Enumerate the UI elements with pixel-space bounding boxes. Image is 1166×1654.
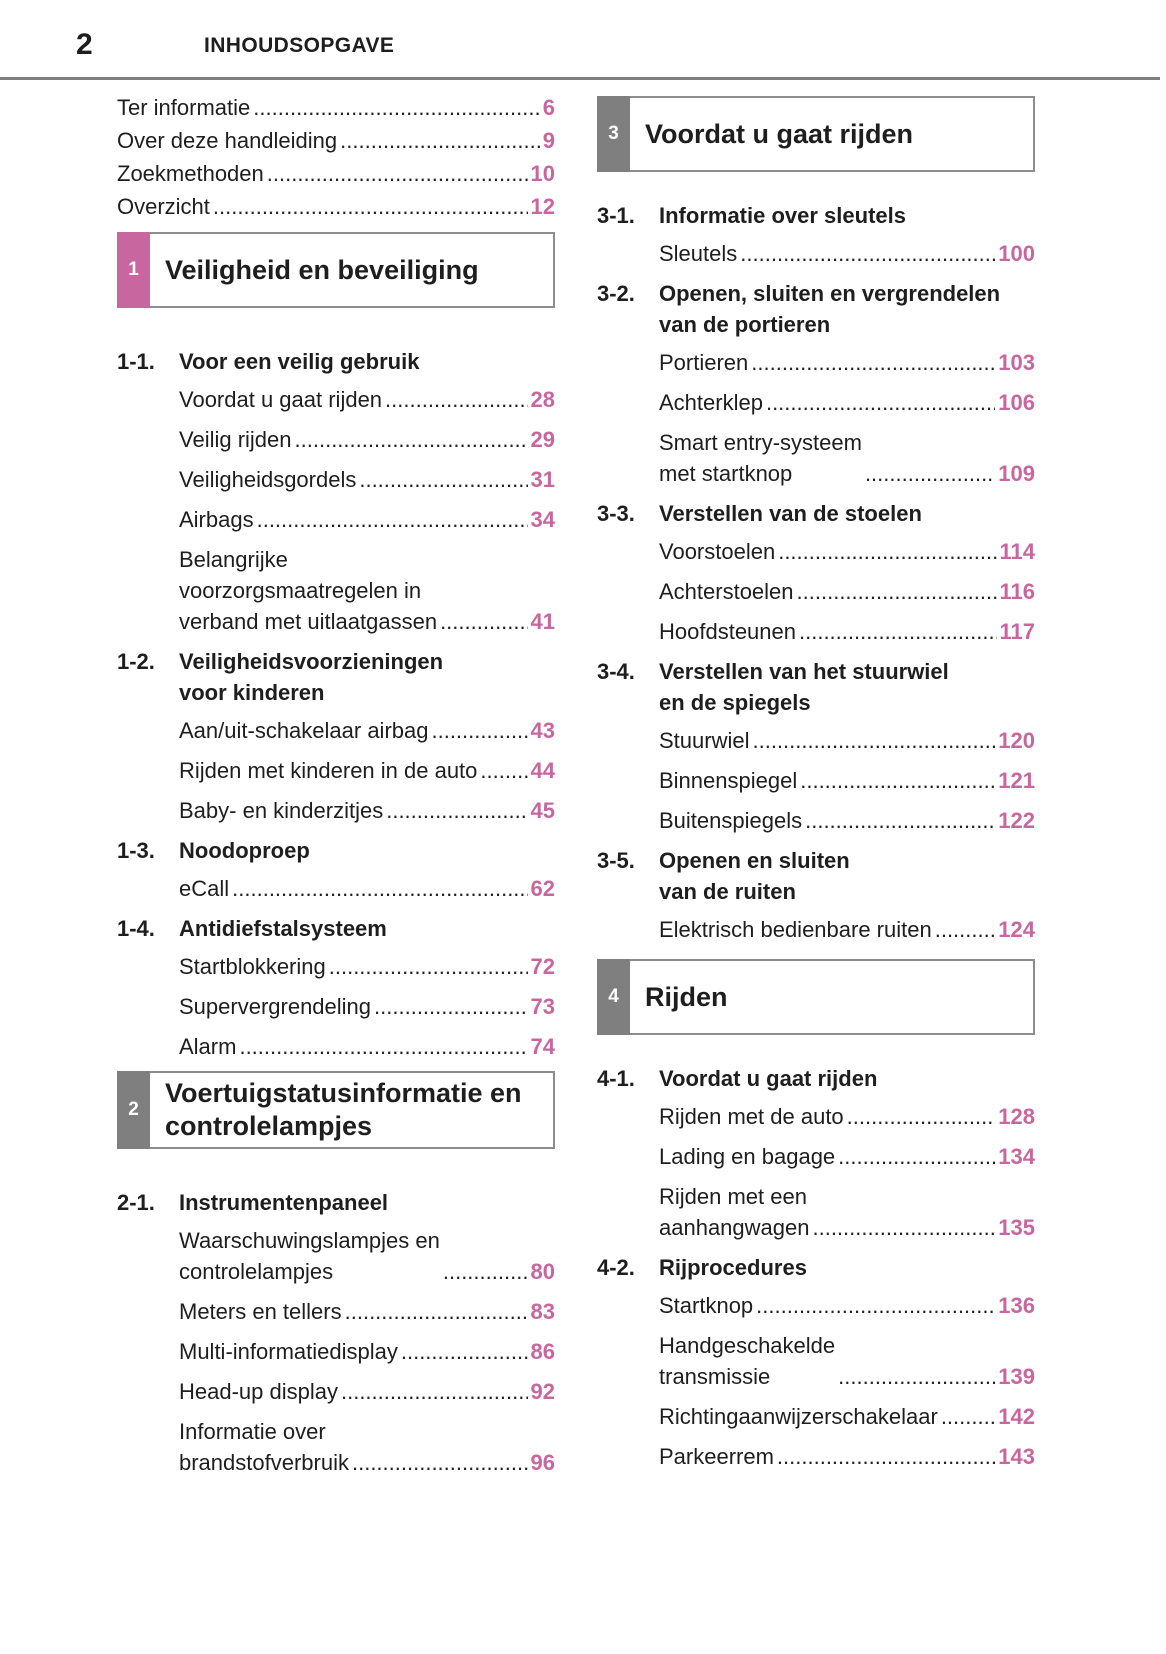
toc-entry[interactable] [179, 1416, 555, 1478]
toc-entry[interactable] [659, 616, 1035, 647]
entry-title: Over deze handleiding [117, 128, 338, 153]
entry-page-number: 12 [530, 194, 555, 219]
section-header-box [117, 1071, 555, 1149]
page-header [0, 0, 1166, 82]
dot-leader [800, 765, 995, 796]
section-title: Voordat u gaat rijden [645, 118, 914, 149]
entry-page-number: 134 [998, 1144, 1035, 1169]
toc-entry[interactable] [659, 347, 1035, 378]
chapter-heading[interactable] [597, 278, 1035, 340]
entry-page-number: 28 [530, 387, 555, 412]
entry-title: Achterstoelen [659, 579, 794, 604]
dot-leader [740, 238, 995, 269]
entry-title: Veiligheidsgordels [179, 467, 357, 492]
chapter-number: 3-1. [597, 203, 635, 228]
chapter-number: 2-1. [117, 1190, 155, 1215]
toc-entry[interactable] [659, 1441, 1035, 1472]
toc-entry[interactable] [659, 1101, 1035, 1132]
toc-entry[interactable] [179, 1031, 555, 1062]
toc-entry[interactable] [659, 238, 1035, 269]
chapter-number: 1-2. [117, 649, 155, 674]
entry-title: Baby- en kinderzitjes [179, 798, 384, 823]
entry-title: Overzicht [117, 194, 210, 219]
chapter-heading[interactable] [117, 346, 555, 377]
entry-title: Lading en bagage [659, 1144, 836, 1169]
entry-page-number: 139 [998, 1364, 1035, 1389]
dot-leader [386, 795, 527, 826]
chapter-number: 3-3. [597, 501, 635, 526]
chapter-heading[interactable] [597, 656, 1035, 718]
entry-title: Voordat u gaat rijden [179, 387, 383, 412]
dot-leader [232, 873, 527, 904]
chapter-title: Antidiefstalsysteem [179, 916, 387, 941]
page-title: INHOUDSOPGAVE [204, 34, 395, 57]
entry-title: Ter informatie [117, 95, 251, 120]
section-title: Veiligheid en beveiliging [165, 254, 479, 285]
dot-leader [401, 1336, 528, 1367]
dot-leader [752, 725, 995, 756]
dot-leader [431, 715, 527, 746]
section-header-box [597, 959, 1035, 1035]
chapter-number: 1-1. [117, 349, 155, 374]
entry-page-number: 114 [999, 539, 1035, 564]
chapter-heading[interactable] [597, 1252, 1035, 1283]
entry-title: Alarm [179, 1034, 237, 1059]
toc-entry[interactable] [659, 914, 1035, 945]
dot-leader [805, 805, 995, 836]
toc-entry[interactable] [179, 755, 555, 786]
entry-page-number: 83 [530, 1299, 555, 1324]
entry-title: Rijden met een aanhangwagen [659, 1184, 810, 1240]
entry-title: Sleutels [659, 241, 738, 266]
entry-page-number: 106 [998, 390, 1035, 415]
entry-title: eCall [179, 876, 230, 901]
toc-entry[interactable] [659, 765, 1035, 796]
dot-leader [440, 606, 527, 637]
toc-entry[interactable] [179, 1225, 555, 1287]
entry-title: Portieren [659, 350, 749, 375]
toc-entry[interactable] [659, 1141, 1035, 1172]
toc-entry[interactable] [179, 873, 555, 904]
entry-page-number: 10 [530, 161, 555, 186]
toc-entry[interactable] [117, 158, 555, 189]
toc-entry[interactable] [179, 795, 555, 826]
entry-page-number: 109 [998, 461, 1035, 486]
section-4 [597, 959, 1035, 1472]
entry-title: Hoofdsteunen [659, 619, 796, 644]
entry-title: Aan/uit-schakelaar airbag [179, 718, 429, 743]
dot-leader [865, 458, 995, 489]
entry-page-number: 143 [998, 1444, 1035, 1469]
entry-title: Voorstoelen [659, 539, 776, 564]
toc-entry[interactable] [659, 536, 1035, 567]
entry-page-number: 136 [998, 1293, 1035, 1318]
entry-title: Belangrijke voorzorgsmaatregelen in verband met uitlaatgassen [179, 547, 438, 634]
toc-entry[interactable] [659, 1181, 1035, 1243]
section-number-tab: 2 [117, 1071, 150, 1149]
toc-entry[interactable] [117, 92, 555, 123]
dot-leader [253, 92, 539, 123]
toc-entry[interactable] [659, 725, 1035, 756]
section-number-tab: 1 [117, 232, 150, 308]
toc-entry[interactable] [659, 427, 1035, 489]
section-1 [117, 232, 555, 1062]
section-2 [117, 1071, 555, 1478]
entry-page-number: 34 [530, 507, 555, 532]
entry-title: Veilig rijden [179, 427, 292, 452]
chapter-number: 3-2. [597, 281, 635, 306]
entry-title: Smart entry-systeem met startknop [659, 430, 862, 486]
chapter-heading[interactable] [597, 200, 1035, 231]
chapter-title: Veiligheidsvoorzieningen voor kinderen [179, 649, 444, 705]
chapter-title: Openen en sluiten van de ruiten [659, 848, 850, 904]
entry-page-number: 62 [530, 876, 555, 901]
toc-entry[interactable] [659, 1401, 1035, 1432]
entry-page-number: 122 [998, 808, 1035, 833]
chapter-title: Voordat u gaat rijden [659, 1066, 878, 1091]
dot-leader [345, 1296, 528, 1327]
entry-title: Startknop [659, 1293, 754, 1318]
dot-leader [935, 914, 996, 945]
toc-entry[interactable] [179, 991, 555, 1022]
toc-entry[interactable] [659, 387, 1035, 418]
entry-page-number: 29 [530, 427, 555, 452]
chapter-number: 1-3. [117, 838, 155, 863]
entry-title: Elektrisch bedienbare ruiten [659, 917, 932, 942]
toc-entry[interactable] [117, 125, 555, 156]
chapter-title: Noodoproep [179, 838, 310, 863]
toc-right-column [597, 92, 1035, 1481]
chapter-heading[interactable] [117, 913, 555, 944]
dot-leader [352, 1447, 528, 1478]
entry-title: Richtingaanwijzerschakelaar [659, 1404, 938, 1429]
dot-leader [359, 464, 527, 495]
intro-list [117, 92, 555, 222]
chapter-number: 4-2. [597, 1255, 635, 1280]
dot-leader [385, 384, 527, 415]
chapter-heading[interactable] [117, 1187, 555, 1218]
section-number-tab: 3 [597, 96, 630, 172]
chapter-title: Rijprocedures [659, 1255, 807, 1280]
chapter-title: Informatie over sleutels [659, 203, 906, 228]
dot-leader [480, 755, 527, 786]
dot-leader [766, 387, 995, 418]
section-header-box [597, 96, 1035, 172]
section-header-box [117, 232, 555, 308]
toc-entry[interactable] [659, 576, 1035, 607]
entry-page-number: 74 [530, 1034, 555, 1059]
dot-leader [267, 158, 528, 189]
entry-title: Stuurwiel [659, 728, 750, 753]
entry-title: Achterklep [659, 390, 763, 415]
chapter-number: 1-4. [117, 916, 155, 941]
chapter-title: Openen, sluiten en vergrendelen van de portieren [659, 281, 1001, 337]
toc-entry[interactable] [179, 1296, 555, 1327]
entry-title: Rijden met de auto [659, 1104, 844, 1129]
entry-title: Zoekmethoden [117, 161, 264, 186]
section-3 [597, 96, 1035, 945]
entry-page-number: 142 [998, 1404, 1035, 1429]
entry-page-number: 120 [998, 728, 1035, 753]
entry-title: Waarschuwingslampjes en controlelampjes [179, 1228, 440, 1284]
toc-entry[interactable] [179, 464, 555, 495]
entry-title: Informatie over brandstofverbruik [179, 1419, 349, 1475]
toc-entry[interactable] [179, 951, 555, 982]
entry-page-number: 41 [530, 609, 555, 634]
entry-page-number: 80 [530, 1259, 555, 1284]
toc-entry[interactable] [179, 715, 555, 746]
entry-title: Meters en tellers [179, 1299, 342, 1324]
dot-leader [213, 191, 528, 222]
chapter-title: Verstellen van het stuurwiel en de spiegels [659, 659, 949, 715]
entry-page-number: 117 [999, 619, 1035, 644]
dot-leader [797, 576, 997, 607]
entry-page-number: 121 [998, 768, 1035, 793]
entry-title: Multi-informatiedisplay [179, 1339, 398, 1364]
entry-title: Supervergrendeling [179, 994, 372, 1019]
entry-title: Rijden met kinderen in de auto [179, 758, 478, 783]
dot-leader [941, 1401, 995, 1432]
entry-title: Parkeerrem [659, 1444, 774, 1469]
dot-leader [812, 1212, 995, 1243]
toc-entry[interactable] [179, 384, 555, 415]
chapter-heading[interactable] [117, 646, 555, 708]
entry-title: Binnenspiegel [659, 768, 798, 793]
chapter-title: Instrumentenpaneel [179, 1190, 389, 1215]
chapter-heading[interactable] [597, 498, 1035, 529]
dot-leader [443, 1256, 528, 1287]
chapter-title: Voor een veilig gebruik [179, 349, 420, 374]
section-title: Rijden [645, 981, 728, 1012]
toc-entry[interactable] [179, 544, 555, 637]
entry-page-number: 96 [530, 1450, 555, 1475]
chapter-number: 3-5. [597, 848, 635, 873]
section-number-tab: 4 [597, 959, 630, 1035]
dot-leader [778, 536, 996, 567]
dot-leader [799, 616, 997, 647]
toc-entry[interactable] [659, 1330, 1035, 1392]
dot-leader [751, 347, 995, 378]
chapter-title: Verstellen van de stoelen [659, 501, 922, 526]
toc-entry[interactable] [117, 191, 555, 222]
entry-page-number: 103 [998, 350, 1035, 375]
dot-leader [239, 1031, 527, 1062]
entry-page-number: 43 [530, 718, 555, 743]
entry-title: Startblokkering [179, 954, 326, 979]
chapter-heading[interactable] [597, 845, 1035, 907]
entry-title: Buitenspiegels [659, 808, 803, 833]
chapter-number: 3-4. [597, 659, 635, 684]
dot-leader [756, 1290, 995, 1321]
dot-leader [777, 1441, 995, 1472]
dot-leader [257, 504, 528, 535]
toc-left-column [117, 92, 555, 1487]
entry-title: Handgeschakelde transmissie [659, 1333, 836, 1389]
dot-leader [374, 991, 527, 1022]
entry-page-number: 73 [530, 994, 555, 1019]
page-number: 2 [76, 28, 93, 61]
section-title: Voertuigstatusinformatie en controlelampjes [165, 1078, 522, 1141]
entry-page-number: 128 [998, 1104, 1035, 1129]
entry-page-number: 72 [530, 954, 555, 979]
toc-entry[interactable] [659, 805, 1035, 836]
chapter-heading[interactable] [117, 835, 555, 866]
dot-leader [295, 424, 528, 455]
entry-page-number: 31 [530, 467, 555, 492]
entry-page-number: 44 [530, 758, 555, 783]
entry-title: Airbags [179, 507, 254, 532]
dot-leader [329, 951, 528, 982]
toc-entry[interactable] [179, 504, 555, 535]
entry-page-number: 124 [998, 917, 1035, 942]
entry-page-number: 92 [530, 1379, 555, 1404]
toc-entry[interactable] [179, 424, 555, 455]
chapter-heading[interactable] [597, 1063, 1035, 1094]
chapter-number: 4-1. [597, 1066, 635, 1091]
toc-entry[interactable] [179, 1336, 555, 1367]
entry-page-number: 45 [530, 798, 555, 823]
entry-page-number: 6 [542, 95, 555, 120]
entry-page-number: 100 [998, 241, 1035, 266]
toc-entry[interactable] [179, 1376, 555, 1407]
entry-page-number: 9 [542, 128, 555, 153]
dot-leader [847, 1101, 996, 1132]
dot-leader [838, 1361, 995, 1392]
toc-entry[interactable] [659, 1290, 1035, 1321]
dot-leader [340, 125, 540, 156]
entry-page-number: 135 [998, 1215, 1035, 1240]
header-divider [0, 77, 1160, 80]
entry-title: Head-up display [179, 1379, 338, 1404]
entry-page-number: 86 [530, 1339, 555, 1364]
entry-page-number: 116 [999, 579, 1035, 604]
dot-leader [838, 1141, 995, 1172]
dot-leader [341, 1376, 528, 1407]
